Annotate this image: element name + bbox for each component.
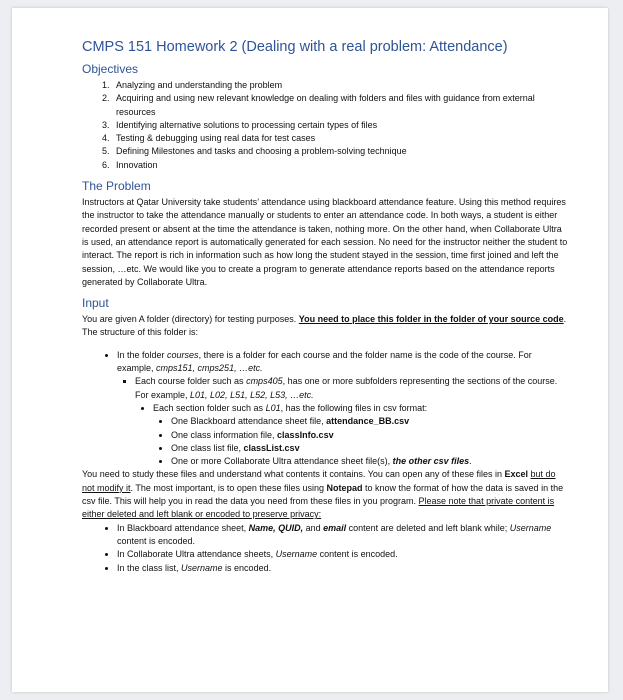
list-item: • One class list file, classList.csv <box>171 442 568 455</box>
list-item: ▪ Each course folder such as cmps405, has one or more subfolders representing the sections of the course. For example, L01, L02, L51, L52, L53, …etc. • Each section folder such as L01, has the following files in csv format: • One Blackboard attendance sheet file, attendance_BB.csv • One class information file, classInfo.csv • One class list file, classList.csv • One or more Collaborate Ultra attendance sheet file(s), the other csv files. <box>135 375 568 468</box>
problem-heading: The Problem <box>82 179 151 194</box>
study-paragraph: You need to study these files and understand what contents it contains. You can open any of these files in Excel but do not modify it. The most important, is to open these files using Notepad to know the format of how the data is saved in the csv file. This will help you in read the data you need from these files in you program. Please note that private content is either deleted and left blank or encoded to preserve privacy: <box>82 469 564 520</box>
input-intro: You are given A folder (directory) for testing purposes. You need to place this folder in the folder of your source code. The structure of this folder is: <box>82 314 567 338</box>
list-item: • In Collaborate Ultra attendance sheets, Username content is encoded. <box>117 548 568 561</box>
objective-item: 2. Acquiring and using new relevant knowledge on dealing with folders and files with guidance from external resources <box>112 92 568 119</box>
list-item: • Each section folder such as L01, has the following files in csv format: • One Blackboard attendance sheet file, attendance_BB.csv • One class information file, classInfo.csv • One class list file, classList.csv • One or more Collaborate Ultra attendance sheet file(s), the other csv files. <box>153 402 568 468</box>
problem-paragraph: Instructors at Qatar University take students’ attendance using blackboard attendance feature. Using this method requires the instructor to take the attendance manually or students to enter an attendance code. In both ways, a student is either recorded present or absent at the time the attendance is taken, nothing more. On the other hand, when Collaborate Ultra is used, an attendance report is automatically generated for each session. No need for the instructor neither the student to interact. The report is rich in information such as how long the student stayed in the session, time first joined and left the session, …etc. We would like you to create a program to generate attendance reports based on the attendance reports generated by Collaborate Ultra. <box>82 197 568 287</box>
list-item: • One Blackboard attendance sheet file, attendance_BB.csv <box>171 415 568 428</box>
objective-item: 1. Analyzing and understanding the problem <box>112 79 568 92</box>
document-title: CMPS 151 Homework 2 (Dealing with a real problem: Attendance) <box>82 39 508 55</box>
privacy-list <box>82 522 568 575</box>
objectives-list <box>82 79 568 172</box>
objective-item: 4. Testing & debugging using real data for test cases <box>112 132 568 145</box>
problem-section <box>82 179 568 289</box>
objective-item: 3. Identifying alternative solutions to processing certain types of files <box>112 119 568 132</box>
objective-item: 5. Defining Milestones and tasks and choosing a problem-solving technique <box>112 145 568 158</box>
list-item: • One or more Collaborate Ultra attendance sheet file(s), the other csv files. <box>171 455 568 468</box>
course-folder-list <box>117 375 568 468</box>
section-folder-list <box>135 402 568 468</box>
input-heading: Input <box>82 296 109 311</box>
objectives-heading: Objectives <box>82 62 139 76</box>
document-page <box>12 8 608 692</box>
csv-file-list <box>153 415 568 468</box>
input-section <box>82 296 568 575</box>
list-item: • In the class list, Username is encoded. <box>117 562 568 575</box>
list-item: • In the folder courses, there is a folder for each course and the folder name is the code of the course. For example, cmps151, cmps251, …etc. ▪ Each course folder such as cmps405, has one or more subfolders representing the sections of the course. For example, L01, L02, L51, L52, L53, …etc. • Each section folder such as L01, has the following files in csv format: • One Blackboard attendance sheet file, attendance_BB.csv • One class information file, classInfo.csv • One class list file, classList.csv • One or more Collaborate Ultra attendance sheet file(s), the other csv files. <box>117 349 568 469</box>
objective-item: 6. Innovation <box>112 159 568 172</box>
folder-structure-list <box>82 349 568 469</box>
list-item: • One class information file, classInfo.csv <box>171 429 568 442</box>
list-item: • In Blackboard attendance sheet, Name, QUID, and email content are deleted and left blank while; Username content is encoded. <box>117 522 568 549</box>
